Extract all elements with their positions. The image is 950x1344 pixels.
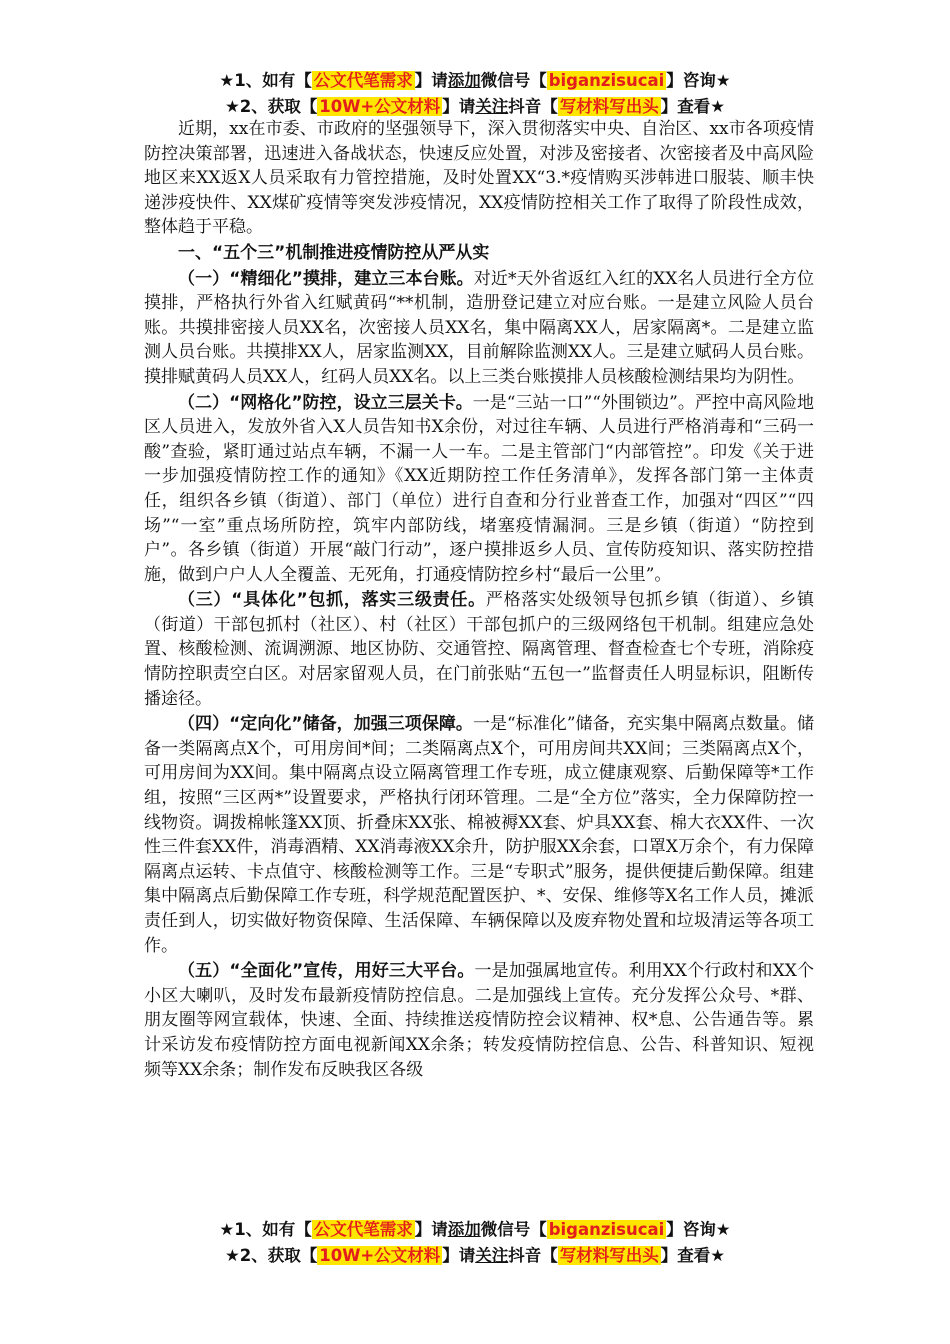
promo-text: ★2、获取【	[224, 97, 318, 116]
promo-text: 】咨询★	[666, 71, 731, 90]
body-paragraph	[144, 391, 814, 588]
promo-text: ★1、如有【	[219, 71, 312, 90]
bottom-promo-banner	[0, 1217, 950, 1269]
promo-underlined: 关注	[475, 97, 509, 116]
wechat-id-highlight: biganzisucai	[548, 71, 665, 90]
promo-text: 】咨询★	[666, 1220, 731, 1239]
body-paragraph	[144, 959, 814, 1082]
paragraph-text: 一是“标准化”储备，充实集中隔离点数量。储备一类隔离点X个，可用房间*间；二类隔离点X个，可用房间共XX间；三类隔离点X个，可用房间为XX间。集中隔离点设立隔离管理工作专班，成立健康观察、后勤保障等*工作组，按照“三区两*”设置要求，严格执行闭环管理。二是“全方位”落实，全力保障防控一线物资。调拨棉帐篷XX顶、折叠床XX张、棉被褥XX套、炉具XX套、棉大衣XX件、一次性三件套XX件，消毒酒精、XX消毒液XX余升，防护服XX余套，口罩X万余个，有力保障隔离点运转、卡点值守、核酸检测等工作。三是“专职式”服务，提供便捷后勤保障。组建集中隔离点后勤保障工作专班，科学规范配置医护、*、安保、维修等X名工作人员，摊派责任到人，切实做好物资保障、生活保障、车辆保障以及废弃物处置和垃圾清运等各项工作。	[144, 714, 814, 956]
paragraph-lead: （五）“全面化”宣传，用好三大平台。	[178, 961, 475, 982]
promo-text: 】查看★	[660, 97, 726, 116]
top-promo-banner	[0, 68, 950, 120]
promo-text: 抖音【	[508, 97, 558, 116]
promo-text: 微信号【	[480, 1220, 547, 1239]
promo-line-2	[0, 1243, 950, 1269]
promo-line-1	[0, 1217, 950, 1243]
promo-text: 】请	[442, 97, 476, 116]
promo-text: 微信号【	[480, 71, 547, 90]
document-body	[144, 117, 814, 1083]
paragraph-text: 严格落实处级领导包抓乡镇（街道）、乡镇（街道）干部包抓村（社区）、村（社区）干部包抓户的三级网络包干机制。组建应急处置、核酸检测、流调溯源、地区协防、交通管控、隔离管理、督查检查七个专班，消除疫情防控职责空白区。对居家留观人员，在门前张贴“五包一”监督责任人明显标识，阻断传播途径。	[144, 590, 814, 709]
paragraph-text: 一是“三站一口”“外围锁边”。严控中高风险地区人员进入，发放外省入X人员告知书X余份，对过往车辆、人员进行严格消毒和“三码一酸”查验，紧盯通过站点车辆，不漏一人一车。二是主管部门“内部管控”。印发《关于进一步加强疫情防控工作的通知》《XX近期防控工作任务清单》，发挥各部门第一主体责任，组织各乡镇（街道）、部门（单位）进行自查和分行业普查工作，加强对“四区”“四场”“一室”重点场所防控，筑牢内部防线，堵塞疫情漏洞。三是乡镇（街道）“防控到户”。各乡镇（街道）开展“敲门行动”，逐户摸排返乡人员、宣传防疫知识、落实防控措施，做到户户人人全覆盖、无死角，打通疫情防控乡村“最后一公里”。	[144, 392, 814, 585]
douyin-id-highlight: 写材料写出头	[559, 1246, 659, 1265]
paragraph-text: 一是加强属地宣传。利用XX个行政村和XX个小区大喇叭，及时发布最新疫情防控信息。二是加强线上宣传。充分发挥公众号、*群、朋友圈等网宣载体，快速、全面、持续推送疫情防控会议精神、权*息、公告通告等。累计采访发布疫情防控方面电视新闻XX余条；转发疫情防控信息、公告、科普知识、短视频等XX余条；制作发布反映我区各级	[144, 961, 814, 1080]
promo-underlined: 添加	[447, 71, 481, 90]
paragraph-lead: （三）“具体化”包抓，落实三级责任。	[178, 590, 486, 611]
body-paragraph	[144, 267, 814, 390]
paragraph-lead: （一）“精细化”摸排，建立三本台账。	[178, 268, 474, 289]
promo-underlined: 添加	[447, 1220, 481, 1239]
wechat-id-highlight: biganzisucai	[548, 1220, 665, 1239]
promo-text: 】请	[414, 71, 448, 90]
paragraph-lead: （四）“定向化”储备，加强三项保障。	[178, 714, 473, 735]
promo-text: 抖音【	[508, 1246, 558, 1265]
promo-text: 】请	[414, 1220, 448, 1239]
promo-text: 】查看★	[660, 1246, 726, 1265]
promo-highlight: 公文代笔需求	[313, 71, 413, 90]
paragraph-lead: （二）“网格化”防控，设立三层关卡。	[178, 392, 473, 413]
intro-paragraph: 近期，xx在市委、市政府的坚强领导下，深入贯彻落实中央、自治区、xx市各项疫情防控决策部署，迅速进入备战状态，快速反应处置，对涉及密接者、次密接者及中高风险地区来XX返X人员采取有力管控措施，及时处置XX“3.*疫情购买涉韩进口服装、顺丰快递涉疫快件、XX煤矿疫情等突发涉疫情况，XX疫情防控相关工作了取得了阶段性成效，整体趋于平稳。	[144, 119, 814, 238]
promo-text: ★1、如有【	[219, 1220, 312, 1239]
paragraph-text: 对近*天外省返红入红的XX名人员进行全方位摸排，严格执行外省入红赋黄码“**机制，造册登记建立对应台账。一是建立风险人员台账。共摸排密接人员XX名，次密接人员XX名，集中隔离XX人，居家隔离*。二是建立监测人员台账。共摸排XX人，居家监测XX，目前解除监测XX人。三是建立赋码人员台账。摸排赋黄码人员XX人，红码人员XX名。以上三类台账摸排人员核酸检测结果均为阴性。	[144, 268, 814, 387]
body-paragraph	[144, 712, 814, 958]
promo-line-1	[0, 68, 950, 94]
promo-text: ★2、获取【	[224, 1246, 318, 1265]
douyin-id-highlight: 写材料写出头	[559, 97, 659, 116]
promo-highlight: 10W+公文材料	[319, 97, 441, 116]
promo-underlined: 关注	[475, 1246, 509, 1265]
promo-highlight: 公文代笔需求	[313, 1220, 413, 1239]
promo-text: 】请	[442, 1246, 476, 1265]
promo-highlight: 10W+公文材料	[319, 1246, 441, 1265]
section-heading: 一、“五个三”机制推进疫情防控从严从实	[178, 242, 490, 263]
body-paragraph	[144, 588, 814, 711]
